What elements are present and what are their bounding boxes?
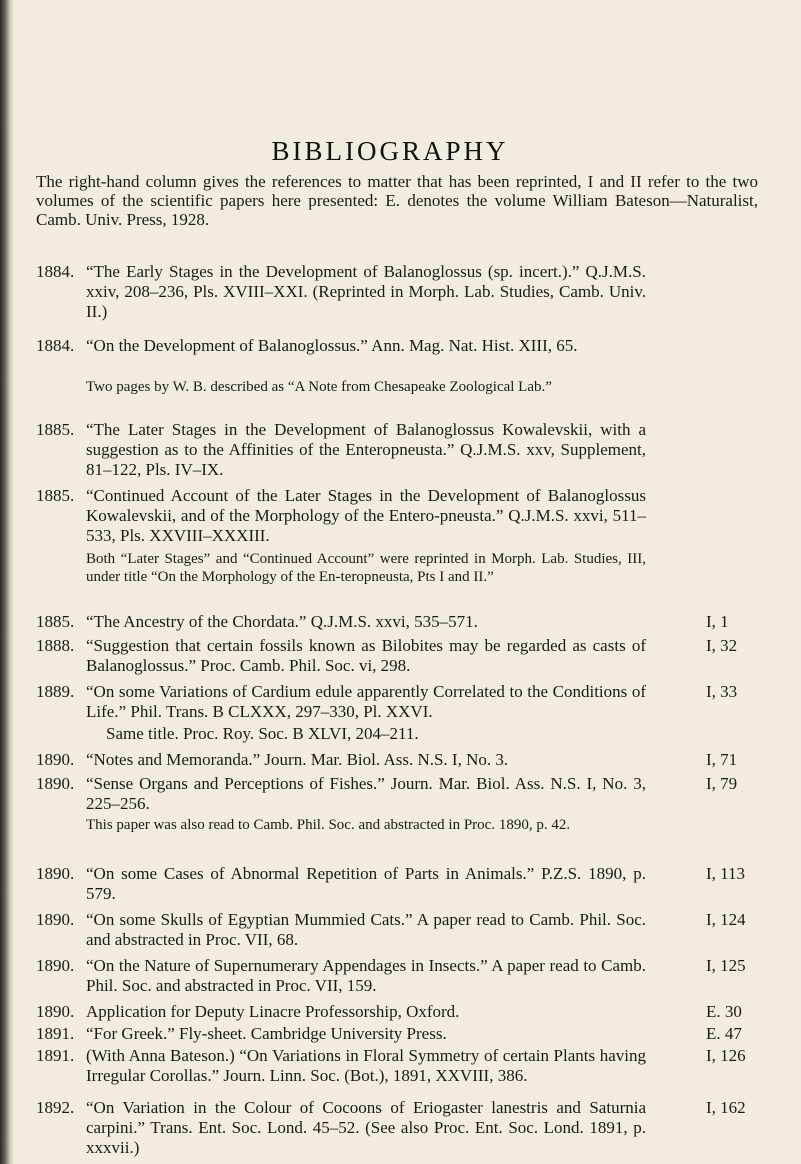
entry-year: 1885.: [36, 486, 75, 505]
entry-year: 1891.: [36, 1024, 75, 1043]
entry-year: 1891.: [36, 1046, 75, 1065]
entry-ref: I, 125: [706, 956, 746, 975]
entry-year: 1884.: [36, 262, 75, 281]
entry-note: Both “Later Stages” and “Continued Account” were reprinted in Morph. Lab. Studies, III, under title “On the Morphology of the En-teropneusta, Pts I and II.”: [86, 551, 646, 585]
entry-text: “The Later Stages in the Development of Balanoglossus Kowalevskii, with a suggestion as to the Affinities of the Enteropneusta.” Q.J.M.S. xxv, Supplement, 81–122, Pls. IV–IX.: [86, 420, 646, 479]
entry-ref: I, 162: [706, 1098, 746, 1117]
entry-year: 1889.: [36, 682, 75, 701]
entry-ref: I, 71: [706, 750, 738, 769]
entry-text: “On some Variations of Cardium edule apparently Correlated to the Conditions of Life.” Phil. Trans. B CLXXX, 297–330, Pl. XXVI.: [86, 682, 646, 721]
entry-text: “The Early Stages in the Development of Balanoglossus (sp. incert.).” Q.J.M.S. xxiv, 208–236, Pls. XVIII–XXI. (Reprinted in Morph. Lab. Studies, Camb. Univ. II.): [86, 262, 646, 321]
entry-text: “Continued Account of the Later Stages in the Development of Balanoglossus Kowalevskii, and of the Morphology of the Entero-pneusta.” Q.J.M.S. xxvi, 511–533, Pls. XXVIII–XXXIII.: [86, 486, 646, 545]
entry-text: “The Ancestry of the Chordata.” Q.J.M.S. xxvi, 535–571.: [86, 612, 478, 631]
entry-ref: I, 33: [706, 682, 738, 701]
entry-text: “On Variation in the Colour of Cocoons of Eriogaster lanestris and Saturnia carpini.” Trans. Ent. Soc. Lond. 45–52. (See also Proc. Ent. Soc. Lond. 1891, p. xxxvii.): [86, 1098, 646, 1157]
entry-year: 1890.: [36, 750, 75, 769]
entry-year: 1890.: [36, 774, 75, 793]
entry-text: Application for Deputy Linacre Professorship, Oxford.: [86, 1002, 460, 1021]
entry-year: 1885.: [36, 420, 75, 439]
entry-year: 1890.: [36, 1002, 75, 1021]
entry-ref: I, 126: [706, 1046, 746, 1065]
entry-ref: E. 47: [706, 1024, 742, 1043]
entry-ref: I, 1: [706, 612, 729, 631]
entry-ref: I, 113: [706, 864, 746, 883]
entry-ref: E. 30: [706, 1002, 742, 1021]
entry-year: 1888.: [36, 636, 75, 655]
entry-ref: I, 32: [706, 636, 738, 655]
entry-text: “On the Development of Balanoglossus.” Ann. Mag. Nat. Hist. XIII, 65.: [86, 336, 578, 355]
intro-paragraph: The right-hand column gives the references to matter that has been reprinted, I and II refer to the two volumes of the scientific papers here presented: E. denotes the volume William Bateson—Naturalist, Camb. Univ. Press, 1928.: [36, 172, 758, 229]
entry-text: “Notes and Memoranda.” Journ. Mar. Biol. Ass. N.S. I, No. 3.: [86, 750, 509, 769]
entry-year: 1890.: [36, 864, 75, 883]
entry-ref: I, 79: [706, 774, 738, 793]
entry-year: 1884.: [36, 336, 75, 355]
entry-text: “On the Nature of Supernumerary Appendages in Insects.” A paper read to Camb. Phil. Soc. and abstracted in Proc. VII, 159.: [86, 956, 646, 995]
entry-year: 1892.: [36, 1098, 75, 1117]
entry-extra: Same title. Proc. Roy. Soc. B XLVI, 204–211.: [106, 724, 419, 743]
entry-year: 1885.: [36, 612, 75, 631]
entry-year: 1890.: [36, 910, 75, 929]
entry-text: “Sense Organs and Perceptions of Fishes.” Journ. Mar. Biol. Ass. N.S. I, No. 3, 225–256.: [86, 774, 646, 813]
entry-note: This paper was also read to Camb. Phil. Soc. and abstracted in Proc. 1890, p. 42.: [86, 817, 571, 833]
entry-note: Two pages by W. B. described as “A Note from Chesapeake Zoological Lab.”: [86, 379, 552, 395]
entry-text: “On some Cases of Abnormal Repetition of Parts in Animals.” P.Z.S. 1890, p. 579.: [86, 864, 646, 903]
entry-year: 1890.: [36, 956, 75, 975]
entry-text: (With Anna Bateson.) “On Variations in Floral Symmetry of certain Plants having Irregular Corollas.” Journ. Linn. Soc. (Bot.), 1891, XXVIII, 386.: [86, 1046, 646, 1085]
entry-text: “Suggestion that certain fossils known as Bilobites may be regarded as casts of Balanoglossus.” Proc. Camb. Phil. Soc. vi, 298.: [86, 636, 646, 675]
page-title: BIBLIOGRAPHY: [271, 136, 509, 166]
entry-text: “For Greek.” Fly-sheet. Cambridge University Press.: [86, 1024, 447, 1043]
entry-ref: I, 124: [706, 910, 746, 929]
entry-text: “On some Skulls of Egyptian Mummied Cats.” A paper read to Camb. Phil. Soc. and abstracted in Proc. VII, 68.: [86, 910, 646, 949]
